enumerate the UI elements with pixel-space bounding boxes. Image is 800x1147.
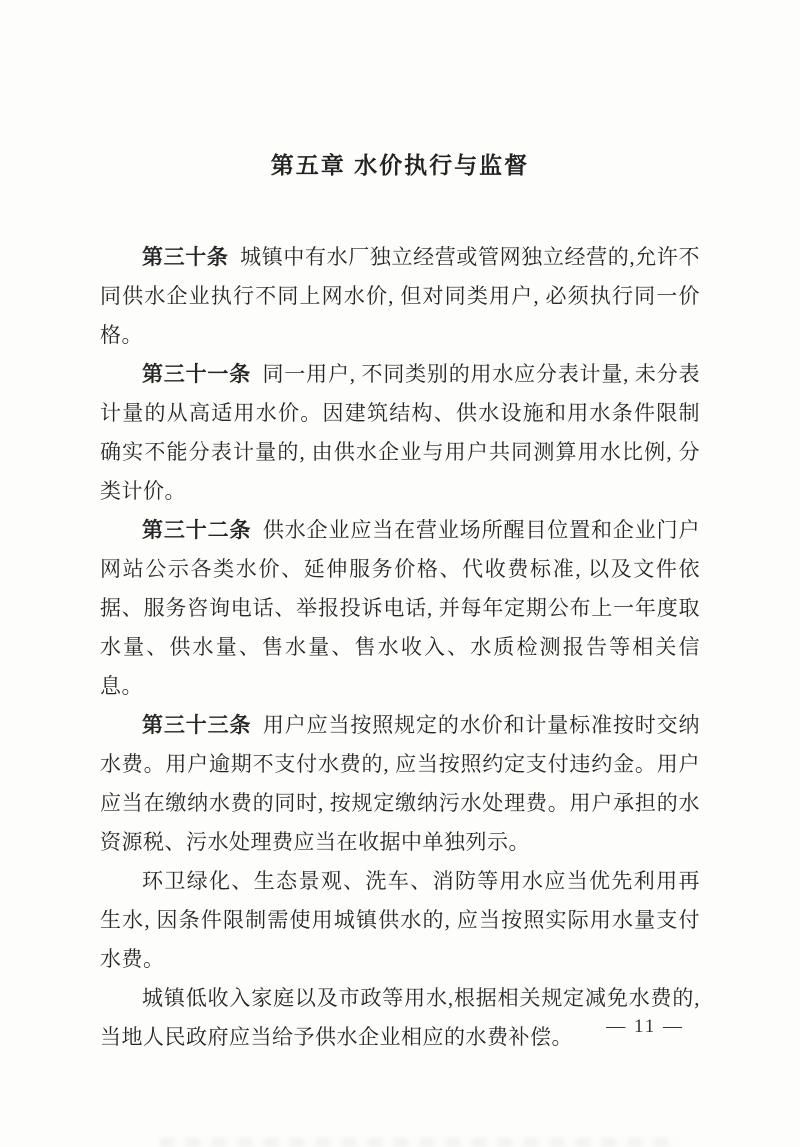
article-31-text: 同一用户, 不同类别的用水应分表计量, 未分表计量的从高适用水价。因建筑结构、供水设施和用水条件限制确实不能分表计量的, 由供水企业与用户共同测算用水比例, 分类计价。 — [100, 362, 701, 503]
article-33-text: 用户应当按照规定的水价和计量标准按时交纳水费。用户逾期不支付水费的, 应当按照约定支付违约金。用户应当在缴纳水费的同时, 按规定缴纳污水处理费。用户承担的水资源税、污水处理费应当在收据中单独列示。 — [100, 713, 701, 854]
paragraph-article-32 — [100, 511, 700, 706]
paragraph-reclaimed-water-text: 环卫绿化、生态景观、洗车、消防等用水应当优先利用再生水, 因条件限制需使用城镇供水的, 应当按照实际用水量支付水费。 — [100, 869, 700, 971]
paragraph-article-33 — [100, 706, 700, 862]
chapter-title: 第五章 水价执行与监督 — [270, 152, 530, 178]
article-32-text: 供水企业应当在营业场所醒目位置和企业门户网站公示各类水价、延伸服务价格、代收费标准, 以及文件依据、服务咨询电话、举报投诉电话, 并每年定期公布上一年度取水量、供水量、售水量、售水收入、水质检测报告等相关信息。 — [100, 518, 701, 698]
paragraph-article-31 — [100, 355, 700, 511]
article-30-text: 城镇中有水厂独立经营或管网独立经营的,允许不同供水企业执行不同上网水价, 但对同类用户, 必须执行同一价格。 — [100, 245, 701, 347]
article-31-number: 第三十一条 — [142, 362, 251, 386]
article-32-number: 第三十二条 — [142, 518, 252, 542]
paragraph-fee-compensation-text: 城镇低收入家庭以及市政等用水,根据相关规定减免水费的, 当地人民政府应当给予供水企业相应的水费补偿。 — [100, 986, 700, 1049]
article-33-number: 第三十三条 — [142, 713, 252, 737]
body-text — [100, 238, 700, 1057]
page-number: — 11 — — [606, 1016, 684, 1037]
article-30-number: 第三十条 — [142, 245, 229, 269]
scan-bleed-artifact — [160, 1138, 680, 1147]
paragraph-article-30 — [100, 238, 700, 355]
paragraph-reclaimed-water — [100, 862, 700, 979]
